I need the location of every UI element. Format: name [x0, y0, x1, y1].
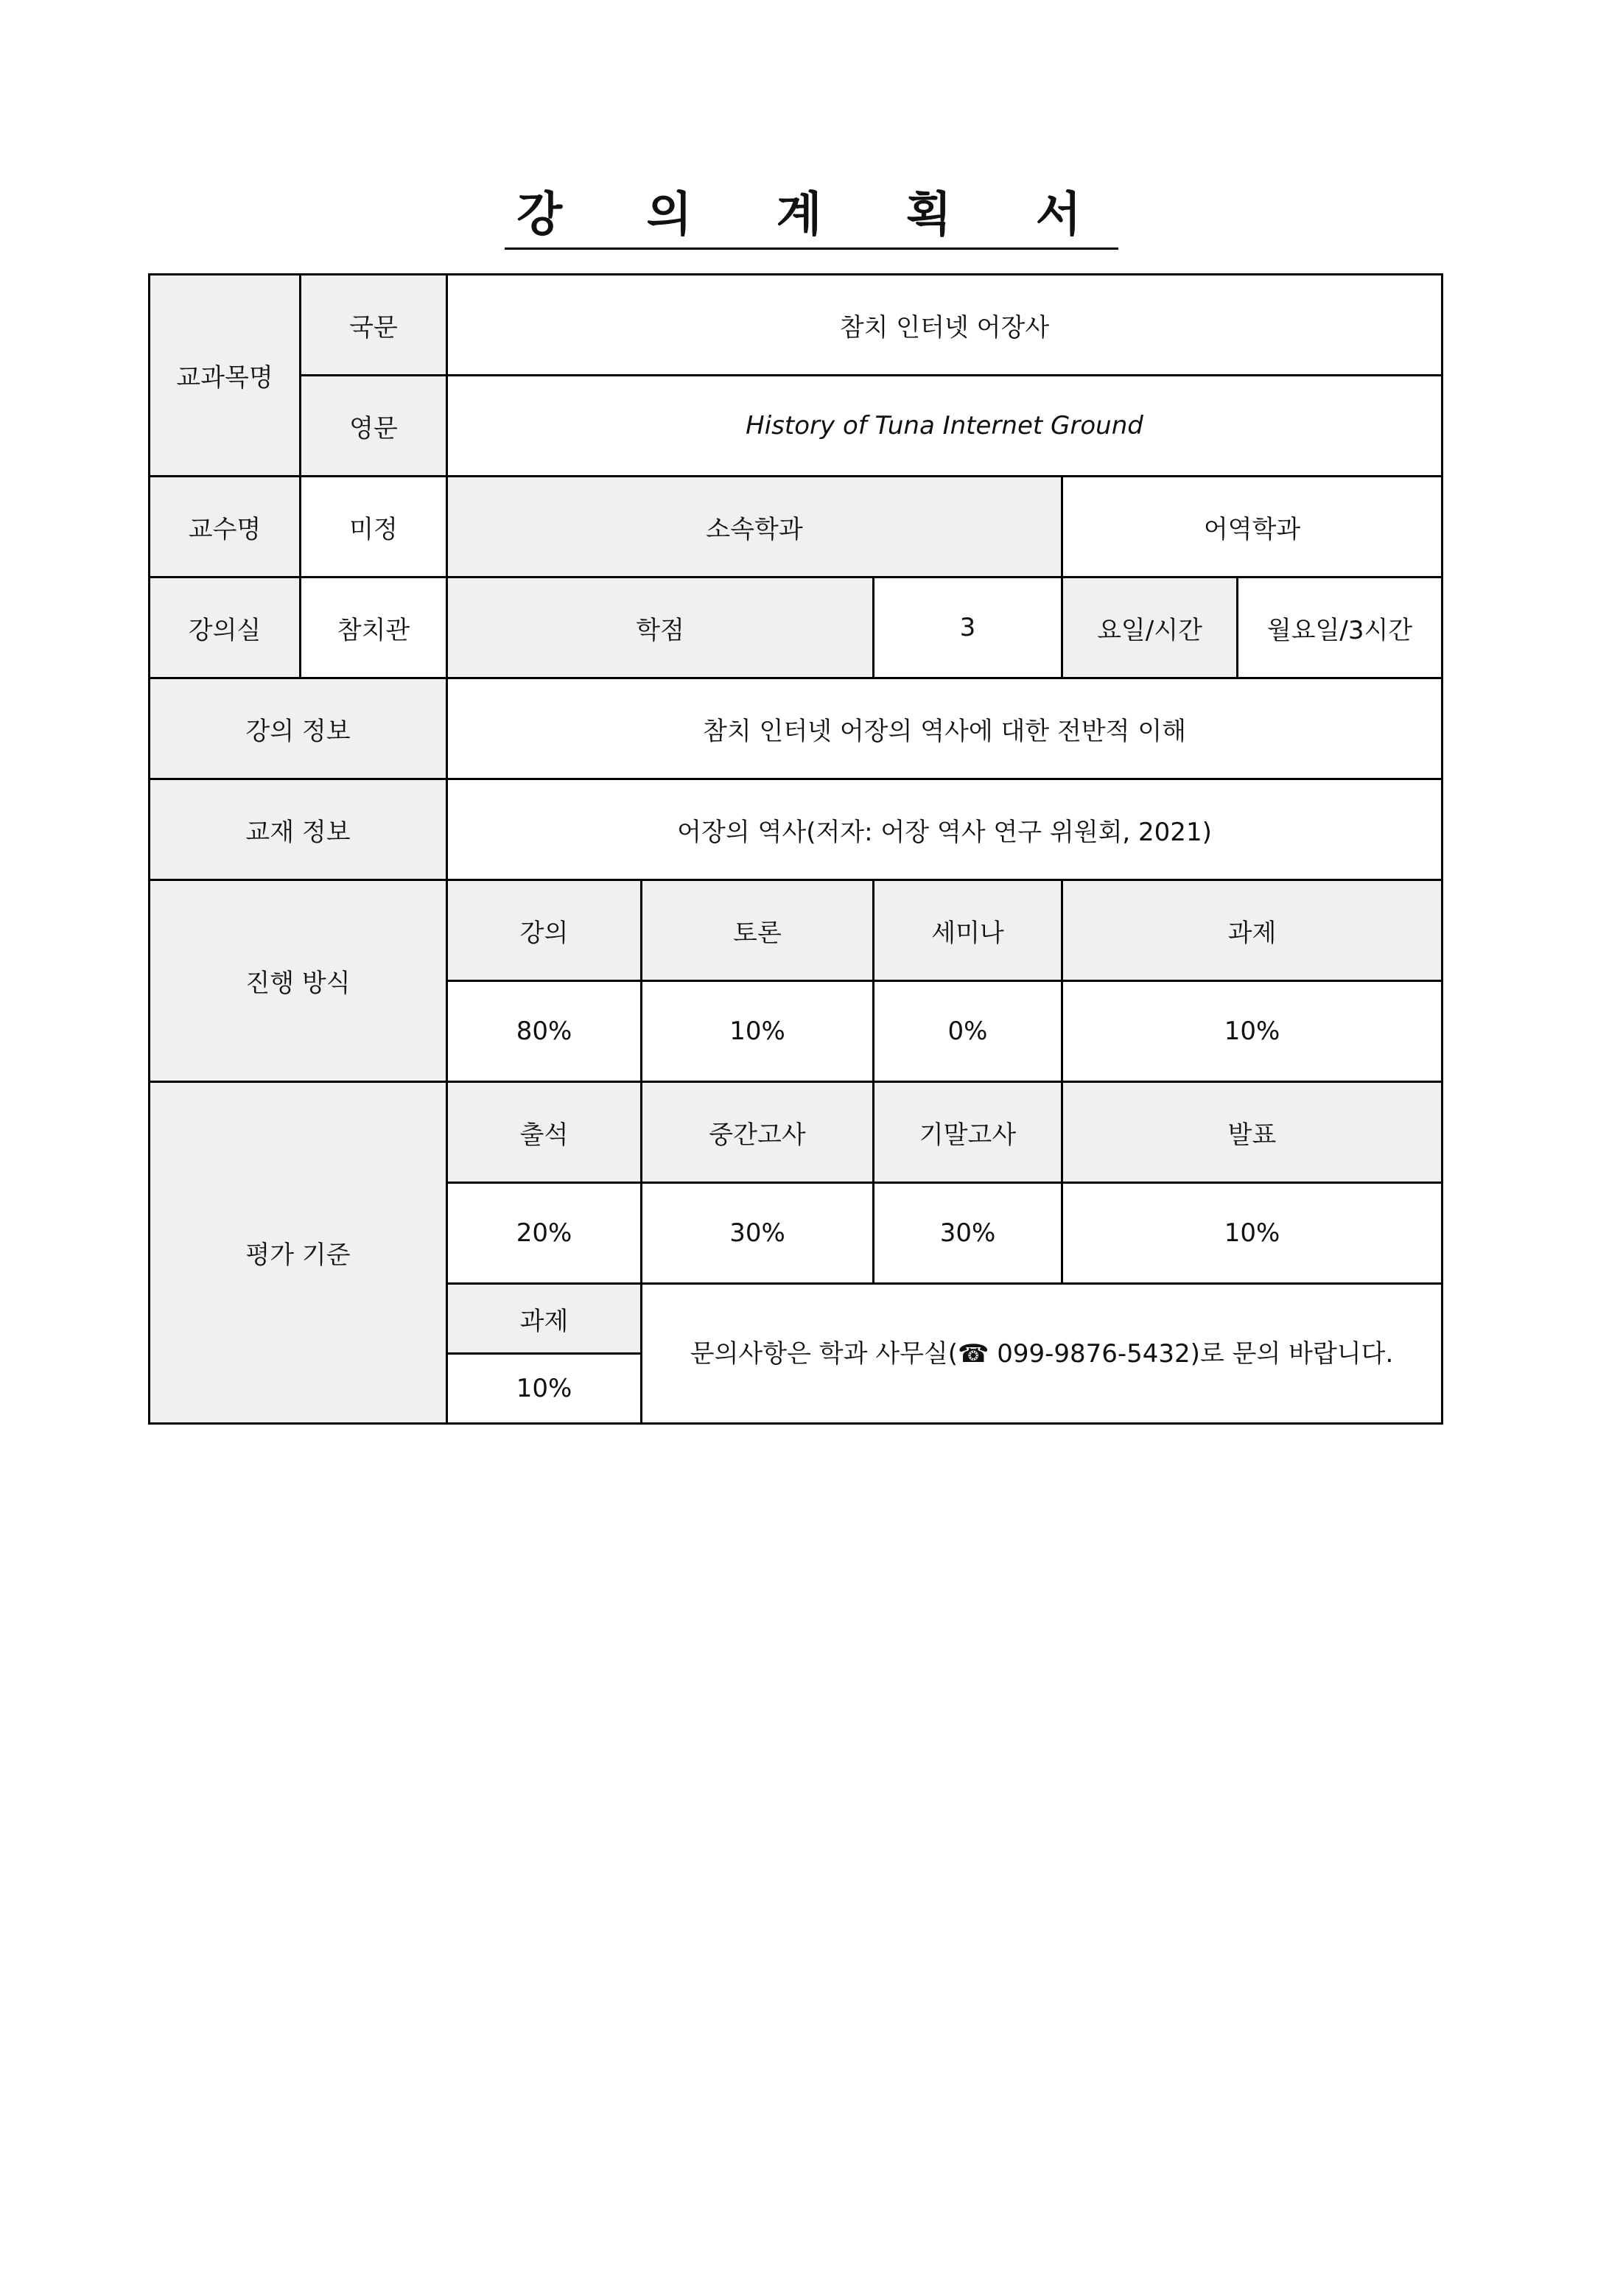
- english-name-label: 영문: [301, 376, 447, 477]
- credits-value: 3: [874, 577, 1062, 678]
- evaluation-item-value: 10%: [447, 1354, 642, 1424]
- room-value: 참치관: [301, 577, 447, 678]
- method-item-label: 과제: [1062, 880, 1443, 981]
- page-title: 강 의 계 획 서: [0, 186, 1623, 250]
- method-item-value: 80%: [447, 981, 642, 1082]
- korean-name-label: 국문: [301, 275, 447, 376]
- syllabus-table: [148, 273, 1443, 1425]
- method-item-value: 0%: [874, 981, 1062, 1082]
- department-label: 소속학과: [447, 477, 1062, 577]
- department-value: 어역학과: [1062, 477, 1443, 577]
- room-label: 강의실: [150, 577, 301, 678]
- evaluation-item-value: 20%: [447, 1183, 642, 1284]
- course-name-label: 교과목명: [150, 275, 301, 477]
- evaluation-item-label: 발표: [1062, 1082, 1443, 1183]
- lecture-info-value: 참치 인터넷 어장의 역사에 대한 전반적 이해: [447, 678, 1443, 779]
- method-item-value: 10%: [1062, 981, 1443, 1082]
- credits-label: 학점: [447, 577, 874, 678]
- evaluation-item-value: 10%: [1062, 1183, 1443, 1284]
- evaluation-item-label: 과제: [447, 1284, 642, 1354]
- textbook-value: 어장의 역사(저자: 어장 역사 연구 위원회, 2021): [447, 779, 1443, 880]
- professor-value: 미정: [301, 477, 447, 577]
- english-course-name: History of Tuna Internet Ground: [447, 376, 1443, 477]
- lecture-info-label: 강의 정보: [150, 678, 447, 779]
- method-item-value: 10%: [642, 981, 874, 1082]
- evaluation-label: 평가 기준: [150, 1082, 447, 1424]
- method-item-label: 세미나: [874, 880, 1062, 981]
- evaluation-item-value: 30%: [874, 1183, 1062, 1284]
- schedule-label: 요일/시간: [1062, 577, 1238, 678]
- evaluation-item-label: 출석: [447, 1082, 642, 1183]
- method-item-label: 토론: [642, 880, 874, 981]
- textbook-label: 교재 정보: [150, 779, 447, 880]
- evaluation-item-label: 기말고사: [874, 1082, 1062, 1183]
- schedule-value: 월요일/3시간: [1238, 577, 1443, 678]
- evaluation-item-label: 중간고사: [642, 1082, 874, 1183]
- method-item-label: 강의: [447, 880, 642, 981]
- professor-label: 교수명: [150, 477, 301, 577]
- korean-course-name: 참치 인터넷 어장사: [447, 275, 1443, 376]
- contact-note: 문의사항은 학과 사무실(☎ 099-9876-5432)로 문의 바랍니다.: [642, 1284, 1443, 1424]
- evaluation-item-value: 30%: [642, 1183, 874, 1284]
- method-label: 진행 방식: [150, 880, 447, 1082]
